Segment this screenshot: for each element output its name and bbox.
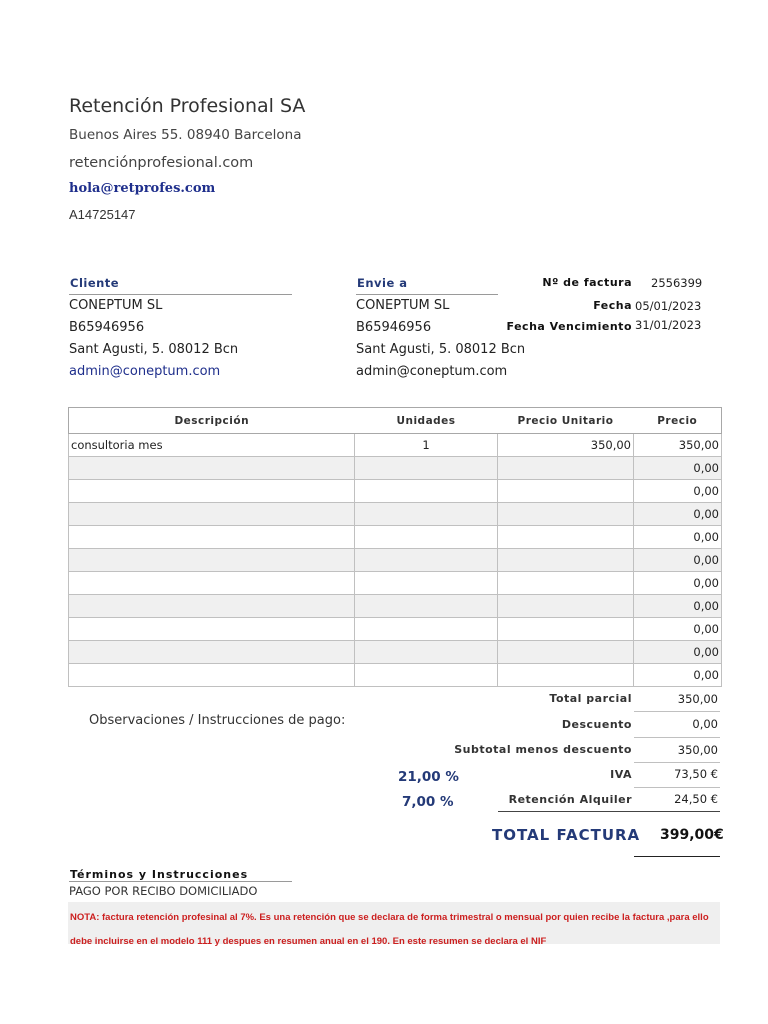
cell-units [355, 457, 498, 480]
cell-description [69, 595, 355, 618]
company-name: Retención Profesional SA [69, 95, 306, 117]
cell-description [69, 641, 355, 664]
header-unit-price: Precio Unitario [498, 408, 634, 434]
table-row [69, 595, 722, 618]
cell-units [355, 480, 498, 503]
after-discount-divider [634, 762, 720, 763]
terms-title: Términos y Instrucciones [70, 868, 249, 881]
table-row [69, 434, 722, 457]
cell-description [69, 664, 355, 687]
cell-units [355, 641, 498, 664]
cell-description [69, 457, 355, 480]
company-address: Buenos Aires 55. 08940 Barcelona [69, 127, 302, 143]
invoice-number-label: Nº de factura [542, 276, 632, 289]
cell-unit-price [498, 457, 634, 480]
table-row [69, 503, 722, 526]
discount-value: 0,00 [692, 717, 718, 731]
cell-units [355, 549, 498, 572]
ship-to-name: CONEPTUM SL [356, 298, 450, 313]
after-discount-label: Subtotal menos descuento [454, 743, 632, 756]
cell-description [69, 549, 355, 572]
cell-price: 350,00 [634, 434, 722, 457]
retention-value: 24,50 € [674, 792, 718, 806]
ship-to-address: Sant Agusti, 5. 08012 Bcn [356, 342, 526, 357]
ship-to-nif: B65946956 [356, 320, 432, 335]
table-row [69, 664, 722, 687]
cell-price: 0,00 [634, 595, 722, 618]
table-row [69, 526, 722, 549]
cell-unit-price: 350,00 [498, 434, 634, 457]
company-email: hola@retprofes.com [69, 181, 216, 196]
cell-units [355, 595, 498, 618]
subtotal-divider [634, 711, 720, 712]
client-label: Cliente [70, 276, 120, 290]
company-website: retenciónprofesional.com [69, 155, 254, 171]
client-name: CONEPTUM SL [69, 298, 163, 313]
table-row [69, 618, 722, 641]
iva-value: 73,50 € [674, 767, 718, 781]
retention-percent: 7,00 % [402, 794, 454, 810]
total-invoice-value: 399,00€ [660, 827, 724, 843]
cell-unit-price [498, 480, 634, 503]
subtotal-value: 350,00 [677, 692, 718, 706]
table-row [69, 641, 722, 664]
items-table [68, 407, 722, 687]
cell-description [69, 618, 355, 641]
cell-price: 0,00 [634, 480, 722, 503]
client-nif: B65946956 [69, 320, 145, 335]
client-email: admin@coneptum.com [69, 364, 221, 379]
cell-unit-price [498, 641, 634, 664]
total-divider [634, 856, 720, 857]
total-invoice-label: TOTAL FACTURA [492, 826, 641, 844]
cell-unit-price [498, 664, 634, 687]
cell-unit-price [498, 549, 634, 572]
note-box [68, 902, 720, 947]
iva-percent: 21,00 % [398, 769, 459, 785]
cell-description [69, 480, 355, 503]
cell-unit-price [498, 618, 634, 641]
cell-description: consultoria mes [69, 434, 355, 457]
retention-label: Retención Alquiler [508, 793, 632, 806]
discount-divider [634, 737, 720, 738]
header-price: Precio [634, 408, 722, 434]
invoice-due-label: Fecha Vencimiento [506, 320, 632, 333]
cell-price: 0,00 [634, 457, 722, 480]
retention-divider [498, 811, 720, 812]
client-address: Sant Agusti, 5. 08012 Bcn [69, 342, 239, 357]
cell-price: 0,00 [634, 664, 722, 687]
invoice-number: 2556399 [651, 276, 703, 290]
terms-divider [69, 881, 292, 882]
cell-price: 0,00 [634, 641, 722, 664]
cell-unit-price [498, 526, 634, 549]
company-nif: A14725147 [69, 207, 136, 222]
invoice-due-date: 31/01/2023 [635, 318, 702, 332]
subtotal-label: Total parcial [549, 692, 632, 705]
header-units: Unidades [355, 408, 498, 434]
cell-units: 1 [355, 434, 498, 457]
iva-divider [634, 787, 720, 788]
cell-unit-price [498, 595, 634, 618]
table-row [69, 572, 722, 595]
discount-label: Descuento [561, 718, 632, 731]
table-row [69, 457, 722, 480]
after-discount-value: 350,00 [677, 743, 718, 757]
payment-method: PAGO POR RECIBO DOMICILIADO [69, 884, 258, 898]
invoice-date-label: Fecha [593, 299, 632, 312]
ship-to-email: admin@coneptum.com [356, 364, 508, 379]
cell-price: 0,00 [634, 572, 722, 595]
cell-price: 0,00 [634, 526, 722, 549]
table-row [69, 549, 722, 572]
cell-description [69, 503, 355, 526]
invoice-date: 05/01/2023 [635, 299, 702, 313]
cell-units [355, 526, 498, 549]
cell-units [355, 618, 498, 641]
cell-unit-price [498, 572, 634, 595]
cell-price: 0,00 [634, 503, 722, 526]
cell-description [69, 526, 355, 549]
table-header-row [69, 408, 722, 434]
ship-to-divider [356, 294, 498, 295]
ship-to-label: Envie a [357, 276, 408, 290]
cell-price: 0,00 [634, 618, 722, 641]
cell-units [355, 664, 498, 687]
observations-label: Observaciones / Instrucciones de pago: [89, 713, 346, 728]
retention-note: NOTA: factura retención profesinal al 7%. Es una retención que se declara de forma trimestral o mensual por quien recibe la factura ,para ello debe incluirse en el modelo 111 y despues en resumen anual en el 190. En este resumen se declara el NIF [70, 912, 709, 947]
table-row [69, 480, 722, 503]
iva-label: IVA [610, 768, 632, 781]
cell-price: 0,00 [634, 549, 722, 572]
header-description: Descripción [69, 408, 355, 434]
cell-unit-price [498, 503, 634, 526]
cell-description [69, 572, 355, 595]
cell-units [355, 572, 498, 595]
client-divider [69, 294, 292, 295]
cell-units [355, 503, 498, 526]
